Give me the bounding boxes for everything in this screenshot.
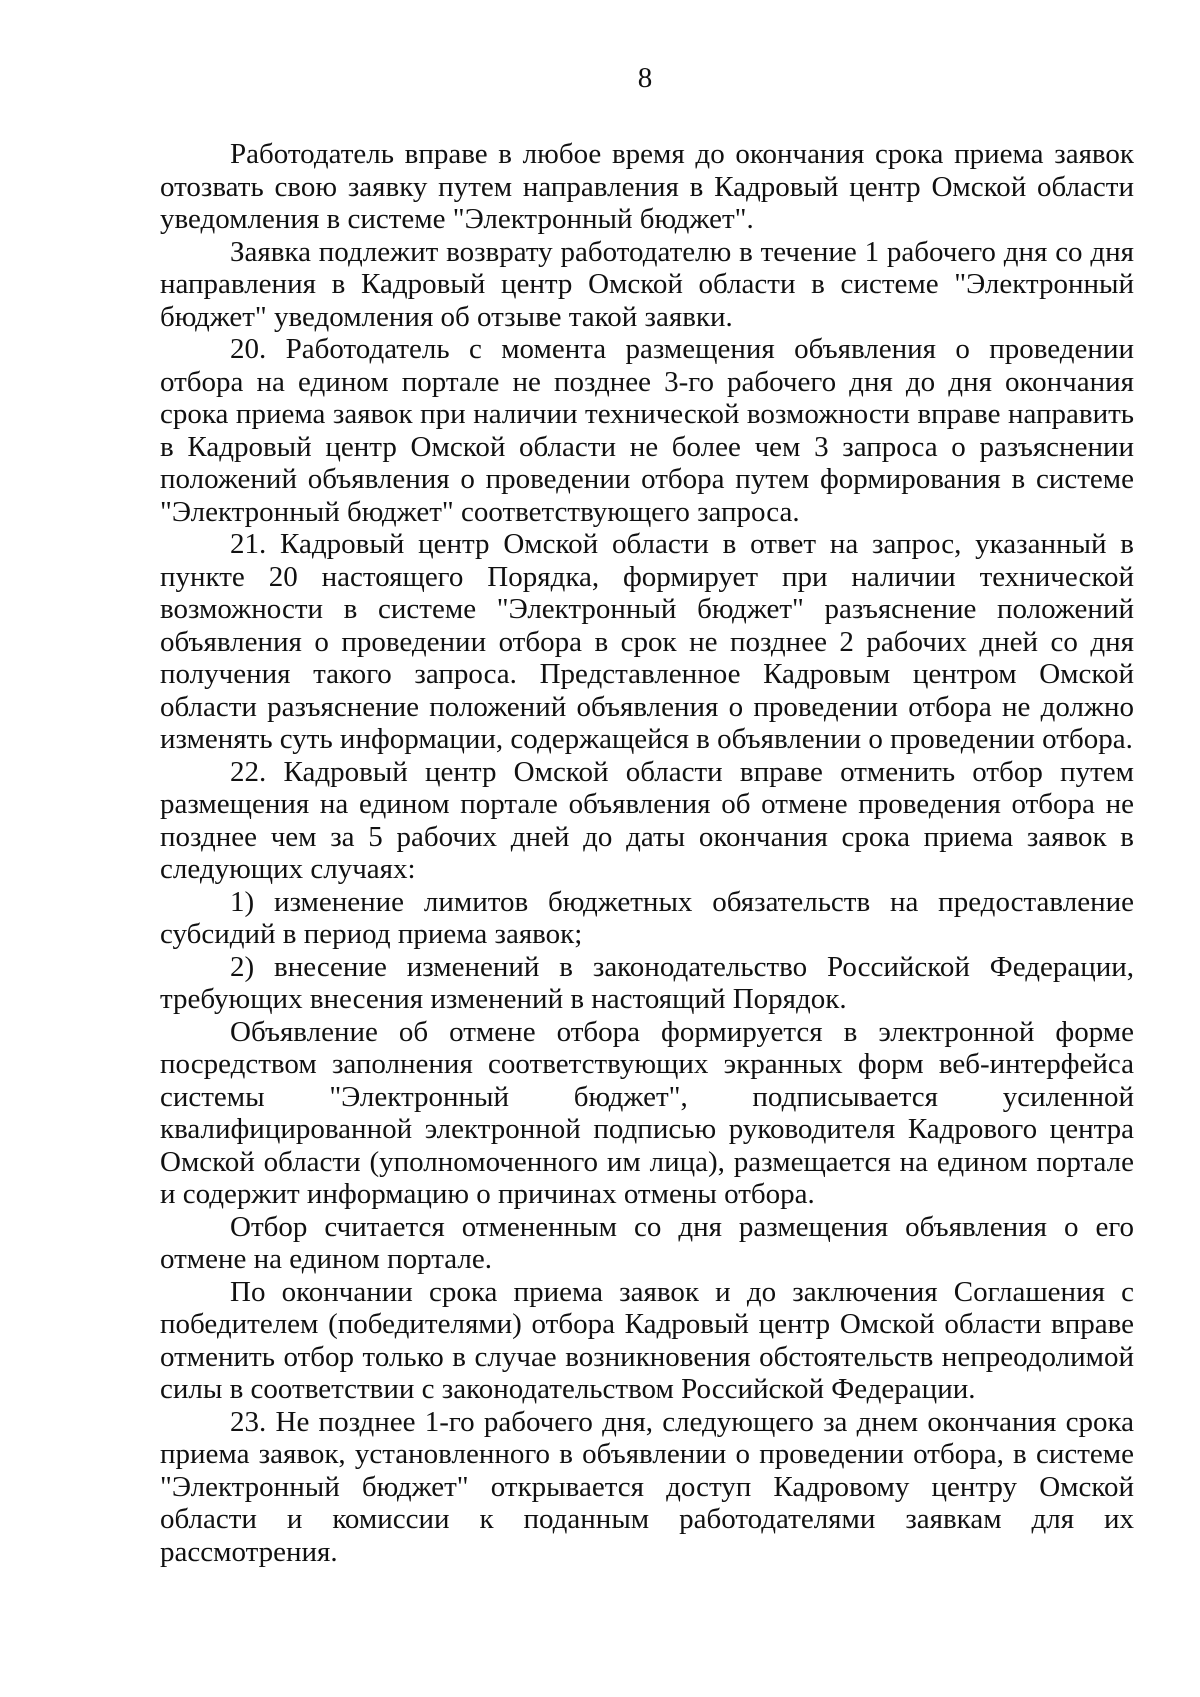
paragraph-item-23: 23. Не позднее 1-го рабочего дня, следующего за днем окончания срока приема заявок, установленного в объявлении о проведении отбора, в системе "Электронный бюджет" открывается доступ Кадровому центру Омской области и комиссии к поданным работодателями заявкам для их рассмотрения.: [160, 1405, 1134, 1568]
paragraph-item-22: 22. Кадровый центр Омской области вправе отменить отбор путем размещения на едином портале объявления об отмене проведения отбора не позднее чем за 5 рабочих дней до даты окончания срока приема заявок в следующих случаях:: [160, 755, 1134, 885]
paragraph-application-return: Заявка подлежит возврату работодателю в течение 1 рабочего дня со дня направления в Кадровый центр Омской области в системе "Электронный бюджет" уведомления об отзыве такой заявки.: [160, 235, 1134, 333]
paragraph-selection-cancelled: Отбор считается отмененным со дня размещения объявления о его отмене на едином портале.: [160, 1210, 1134, 1275]
paragraph-case-2: 2) внесение изменений в законодательство Российской Федерации, требующих внесения изменений в настоящий Порядок.: [160, 950, 1134, 1015]
paragraph-force-majeure: По окончании срока приема заявок и до заключения Соглашения с победителем (победителями) отбора Кадровый центр Омской области вправе отменить отбор только в случае возникновения обстоятельств непреодолимой силы в соответствии с законодательством Российской Федерации.: [160, 1275, 1134, 1405]
paragraph-item-21: 21. Кадровый центр Омской области в ответ на запрос, указанный в пункте 20 настоящего Порядка, формирует при наличии технической возможности в системе "Электронный бюджет" разъяснение положений объявления о проведении отбора в срок не позднее 2 рабочих дней со дня получения такого запроса. Представленное Кадровым центром Омской области разъяснение положений объявления о проведении отбора не должно изменять суть информации, содержащейся в объявлении о проведении отбора.: [160, 528, 1134, 755]
paragraph-withdraw-application: Работодатель вправе в любое время до окончания срока приема заявок отозвать свою заявку путем направления в Кадровый центр Омской области уведомления в системе "Электронный бюджет".: [160, 138, 1134, 235]
paragraph-cancellation-notice: Объявление об отмене отбора формируется в электронной форме посредством заполнения соответствующих экранных форм веб-интерфейса системы "Электронный бюджет", подписывается усиленной квалифицированной электронной подписью руководителя Кадрового центра Омской области (уполномоченного им лица), размещается на едином портале и содержит информацию о причинах отмены отбора.: [160, 1015, 1134, 1210]
document-body: [160, 138, 1134, 1568]
page-number: 8: [637, 62, 653, 94]
paragraph-case-1: 1) изменение лимитов бюджетных обязательств на предоставление субсидий в период приема заявок;: [160, 885, 1134, 950]
paragraph-item-20: 20. Работодатель с момента размещения объявления о проведении отбора на едином портале не позднее 3-го рабочего дня до дня окончания срока приема заявок при наличии технической возможности вправе направить в Кадровый центр Омской области не более чем 3 запроса о разъяснении положений объявления о проведении отбора путем формирования в системе "Электронный бюджет" соответствующего запроса.: [160, 333, 1134, 528]
